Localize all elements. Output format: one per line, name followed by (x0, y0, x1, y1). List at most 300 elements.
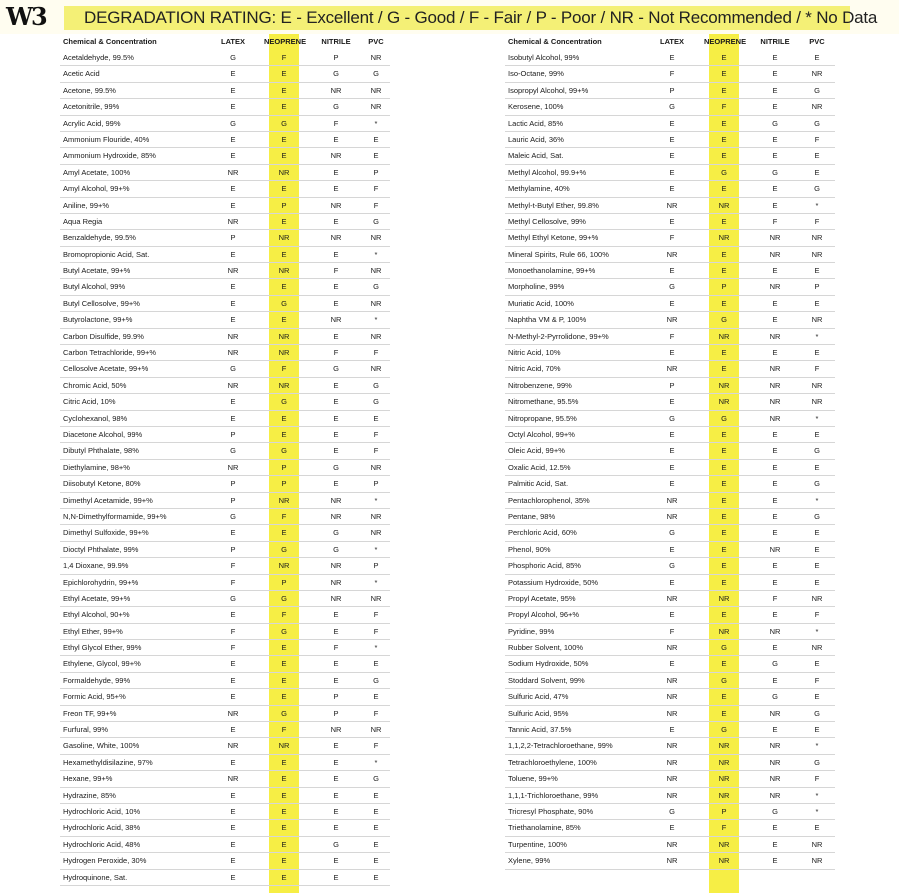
neoprene-rating: F (281, 364, 287, 374)
chemical-name: 1,1,2,2-Tetrachloroethane, 99% (508, 741, 613, 751)
chemical-name: 1,1,1-Trichloroethane, 99% (508, 790, 599, 800)
chemical-name: Nitric Acid, 10% (508, 348, 561, 358)
nitrile-rating: G (333, 544, 339, 554)
pvc-rating: P (814, 282, 820, 292)
chemical-name: Butyl Alcohol, 99% (63, 282, 126, 292)
nitrile-rating: E (333, 216, 339, 226)
latex-rating: E (230, 692, 236, 702)
chemical-name: Potassium Hydroxide, 50% (508, 577, 599, 587)
neoprene-rating: E (281, 151, 287, 161)
nitrile-rating: E (772, 610, 778, 620)
latex-rating: P (230, 429, 236, 439)
latex-rating: NR (227, 266, 239, 276)
table-row (505, 722, 835, 738)
latex-rating: NR (666, 643, 678, 653)
table-row (60, 722, 390, 738)
neoprene-rating: NR (278, 741, 290, 751)
table-row (505, 247, 835, 263)
pvc-rating: E (814, 544, 820, 554)
neoprene-rating: E (721, 511, 727, 521)
neoprene-rating: NR (278, 331, 290, 341)
table-row (60, 542, 390, 558)
chemical-name: Palmitic Acid, Sat. (508, 479, 569, 489)
chemical-name: Ethyl Ether, 99+% (63, 626, 123, 636)
latex-rating: P (230, 544, 236, 554)
neoprene-rating: E (721, 708, 727, 718)
neoprene-rating: NR (718, 626, 730, 636)
table-row (60, 607, 390, 623)
chemical-name: Dibutyl Phthalate, 98% (63, 446, 139, 456)
chemical-name: Pyridine, 99% (508, 626, 555, 636)
neoprene-rating: E (281, 856, 287, 866)
pvc-rating: F (814, 675, 820, 685)
pvc-rating: E (373, 134, 379, 144)
pvc-rating: F (373, 200, 379, 210)
degradation-rating-legend: DEGRADATION RATING: E - Excellent / G - Good / F - Fair / P - Poor / NR - Not Recommended / * No Data (84, 8, 878, 27)
chemical-name: Diisobutyl Ketone, 80% (63, 479, 141, 489)
nitrile-rating: E (333, 806, 339, 816)
chemical-name: Acetaldehyde, 99.5% (63, 53, 134, 62)
nitrile-rating: E (772, 528, 778, 538)
chemical-name: Gasoline, White, 100% (63, 741, 140, 751)
chemical-name: Tricresyl Phosphate, 90% (508, 806, 594, 816)
pvc-rating: F (373, 708, 379, 718)
latex-rating: E (230, 413, 236, 423)
table-row (505, 656, 835, 672)
pvc-rating: F (373, 348, 379, 358)
neoprene-rating: NR (278, 561, 290, 571)
table-row (60, 689, 390, 705)
nitrile-rating: E (333, 757, 339, 767)
nitrile-rating: E (772, 200, 778, 210)
latex-rating: P (230, 479, 236, 489)
neoprene-rating: E (281, 69, 287, 79)
nitrile-rating: NR (769, 233, 781, 243)
pvc-rating: NR (370, 53, 382, 62)
neoprene-rating: E (721, 134, 727, 144)
nitrile-rating: NR (330, 85, 342, 95)
table-row (60, 165, 390, 181)
nitrile-rating: NR (330, 315, 342, 325)
table-row (505, 99, 835, 115)
nitrile-rating: E (333, 282, 339, 292)
chemical-name: Methyl Cellosolve, 99% (508, 216, 586, 226)
chemical-name: Formaldehyde, 99% (63, 675, 131, 685)
pvc-rating: E (814, 429, 820, 439)
neoprene-rating: G (281, 397, 287, 407)
latex-rating: G (230, 511, 236, 521)
table-row (505, 214, 835, 230)
chemical-name: Freon TF, 99+% (63, 708, 117, 718)
latex-rating: P (669, 85, 675, 95)
neoprene-rating: E (281, 528, 287, 538)
pvc-rating: G (373, 397, 379, 407)
nitrile-rating: NR (769, 708, 781, 718)
pvc-rating: NR (370, 528, 382, 538)
chemical-name: Carbon Disulfide, 99.9% (63, 331, 144, 341)
neoprene-rating: E (721, 249, 727, 259)
table-row (505, 361, 835, 377)
chemical-name: Methyl Ethyl Ketone, 99+% (508, 233, 599, 243)
latex-rating: NR (227, 462, 239, 472)
pvc-rating: NR (811, 249, 823, 259)
table-row (505, 575, 835, 591)
table-body (505, 50, 835, 870)
nitrile-rating: E (772, 446, 778, 456)
pvc-rating: * (815, 413, 819, 423)
table-row (60, 83, 390, 99)
table-row (60, 640, 390, 656)
neoprene-rating: E (721, 429, 727, 439)
neoprene-rating: E (281, 216, 287, 226)
pvc-rating: NR (811, 856, 823, 866)
table-row (60, 460, 390, 476)
latex-rating: E (669, 397, 675, 407)
neoprene-rating: G (281, 593, 287, 603)
pvc-rating: E (814, 725, 820, 735)
chemical-name: Dimethyl Acetamide, 99+% (63, 495, 153, 505)
chemical-name: Diethylamine, 98+% (63, 462, 130, 472)
table-row (60, 198, 390, 214)
latex-rating: NR (666, 200, 678, 210)
latex-rating: F (669, 626, 675, 636)
chemical-name: Lauric Acid, 36% (508, 134, 564, 144)
nitrile-rating: G (333, 364, 339, 374)
pvc-rating: NR (370, 266, 382, 276)
pvc-rating: * (815, 331, 819, 341)
chemical-name: Chromic Acid, 50% (63, 380, 127, 390)
chemical-name: Hydrochloric Acid, 48% (63, 839, 141, 849)
table-row (505, 509, 835, 525)
nitrile-rating: E (772, 823, 778, 833)
latex-rating: E (230, 675, 236, 685)
chemical-name: Hexamethyldisilazine, 97% (63, 757, 153, 767)
nitrile-rating: G (333, 462, 339, 472)
chemical-name: Citric Acid, 10% (63, 397, 116, 407)
pvc-rating: G (814, 708, 820, 718)
pvc-rating: NR (811, 643, 823, 653)
chemical-name: Methyl-t-Butyl Ether, 99.8% (508, 200, 599, 210)
table-row (505, 673, 835, 689)
neoprene-rating: G (721, 413, 727, 423)
neoprene-rating: F (721, 823, 727, 833)
table-row (505, 755, 835, 771)
brand-logo: W3 (6, 2, 46, 31)
nitrile-rating: NR (769, 774, 781, 784)
pvc-rating: E (814, 53, 820, 62)
pvc-rating: * (374, 544, 378, 554)
chemical-name: Cellosolve Acetate, 99+% (63, 364, 149, 374)
table-row (60, 509, 390, 525)
table-row (505, 443, 835, 459)
chemical-name: Hydroquinone, Sat. (63, 872, 128, 882)
table-row (505, 624, 835, 640)
nitrile-rating: E (333, 397, 339, 407)
pvc-rating: NR (370, 102, 382, 112)
chemical-name: Acetone, 99.5% (63, 85, 116, 95)
nitrile-rating: F (333, 643, 339, 653)
table-row (505, 460, 835, 476)
table-row (505, 230, 835, 246)
table-row (60, 181, 390, 197)
neoprene-rating: E (721, 53, 727, 62)
neoprene-rating: NR (718, 839, 730, 849)
chemical-name: Ethyl Glycol Ether, 99% (63, 643, 142, 653)
latex-rating: E (669, 184, 675, 194)
latex-rating: NR (666, 757, 678, 767)
chemical-name: Hydrazine, 85% (63, 790, 116, 800)
latex-rating: E (669, 266, 675, 276)
latex-rating: NR (666, 593, 678, 603)
table-row (60, 312, 390, 328)
latex-rating: NR (666, 708, 678, 718)
neoprene-rating: NR (718, 741, 730, 751)
table-row (60, 673, 390, 689)
table-row (505, 706, 835, 722)
latex-rating: E (230, 839, 236, 849)
latex-rating: E (669, 610, 675, 620)
chemical-name: Isopropyl Alcohol, 99+% (508, 85, 589, 95)
pvc-rating: NR (370, 593, 382, 603)
nitrile-rating: E (333, 446, 339, 456)
pvc-rating: * (374, 577, 378, 587)
nitrile-rating: NR (769, 331, 781, 341)
nitrile-rating: E (772, 151, 778, 161)
table-row (505, 788, 835, 804)
nitrile-rating: E (333, 790, 339, 800)
latex-rating: G (230, 593, 236, 603)
table-row (60, 50, 390, 66)
table-row (60, 738, 390, 754)
nitrile-rating: G (772, 118, 778, 128)
table-row (505, 525, 835, 541)
chemical-name: Benzaldehyde, 99.5% (63, 233, 136, 243)
neoprene-rating: F (281, 53, 287, 62)
pvc-rating: * (815, 806, 819, 816)
chemical-name: N-Methyl-2-Pyrrolidone, 99+% (508, 331, 609, 341)
chemical-name: Octyl Alcohol, 99+% (508, 429, 575, 439)
table-row (60, 837, 390, 853)
pvc-rating: G (814, 85, 820, 95)
pvc-rating: E (814, 167, 820, 177)
nitrile-rating: NR (330, 593, 342, 603)
neoprene-rating: E (281, 282, 287, 292)
pvc-rating: F (373, 446, 379, 456)
chemical-name: Methyl Alcohol, 99.9+% (508, 167, 587, 177)
header-latex: LATEX (659, 37, 685, 46)
nitrile-rating: E (772, 429, 778, 439)
chemical-name: Lactic Acid, 85% (508, 118, 564, 128)
neoprene-rating: E (721, 495, 727, 505)
chemical-name: Oleic Acid, 99+% (508, 446, 565, 456)
pvc-rating: F (373, 626, 379, 636)
nitrile-rating: NR (769, 544, 781, 554)
table-row (60, 427, 390, 443)
header-nitrile: NITRILE (760, 37, 790, 46)
latex-rating: G (230, 446, 236, 456)
nitrile-rating: G (333, 69, 339, 79)
pvc-rating: * (815, 200, 819, 210)
neoprene-rating: E (721, 544, 727, 554)
latex-rating: E (669, 429, 675, 439)
neoprene-rating: NR (718, 397, 730, 407)
table-row (60, 443, 390, 459)
pvc-rating: F (373, 741, 379, 751)
chemical-name: Tetrachloroethylene, 100% (508, 757, 597, 767)
nitrile-rating: NR (330, 495, 342, 505)
pvc-rating: NR (370, 298, 382, 308)
latex-rating: E (669, 725, 675, 735)
table-row (60, 279, 390, 295)
latex-rating: E (230, 528, 236, 538)
table-row (505, 427, 835, 443)
nitrile-rating: E (333, 872, 339, 882)
pvc-rating: E (373, 823, 379, 833)
latex-rating: F (669, 331, 675, 341)
table-body (60, 50, 390, 886)
chemical-name: Hydrochloric Acid, 10% (63, 806, 141, 816)
latex-rating: E (230, 610, 236, 620)
pvc-rating: G (814, 184, 820, 194)
neoprene-rating: E (721, 528, 727, 538)
chemical-name: Butyl Acetate, 99+% (63, 266, 131, 276)
nitrile-rating: E (333, 659, 339, 669)
pvc-rating: F (373, 429, 379, 439)
nitrile-rating: E (333, 479, 339, 489)
pvc-rating: E (814, 348, 820, 358)
table-row (60, 99, 390, 115)
pvc-rating: NR (811, 102, 823, 112)
neoprene-rating: P (281, 479, 287, 489)
neoprene-rating: G (721, 167, 727, 177)
neoprene-rating: E (721, 479, 727, 489)
chemical-name: Bromopropionic Acid, Sat. (63, 249, 150, 259)
pvc-rating: G (373, 774, 379, 784)
table-row (60, 870, 390, 886)
latex-rating: NR (227, 331, 239, 341)
pvc-rating: * (815, 741, 819, 751)
chemical-name: Maleic Acid, Sat. (508, 151, 564, 161)
chemical-name: Butyrolactone, 99+% (63, 315, 133, 325)
neoprene-rating: NR (278, 380, 290, 390)
table-row (505, 771, 835, 787)
chemical-name: Sodium Hydroxide, 50% (508, 659, 589, 669)
table-row (505, 148, 835, 164)
latex-rating: NR (666, 839, 678, 849)
chemical-name: Oxalic Acid, 12.5% (508, 462, 571, 472)
chemical-name: Amyl Alcohol, 99+% (63, 184, 130, 194)
table-row (60, 394, 390, 410)
chemical-name: Dimethyl Sulfoxide, 99+% (63, 528, 149, 538)
neoprene-rating: E (281, 839, 287, 849)
neoprene-rating: E (281, 315, 287, 325)
latex-rating: G (669, 806, 675, 816)
neoprene-rating: G (721, 675, 727, 685)
neoprene-rating: G (281, 446, 287, 456)
chemical-name: Nitrobenzene, 99% (508, 380, 572, 390)
latex-rating: NR (666, 249, 678, 259)
neoprene-rating: NR (718, 856, 730, 866)
table-row (505, 820, 835, 836)
table-row (505, 591, 835, 607)
neoprene-rating: P (281, 462, 287, 472)
pvc-rating: NR (811, 380, 823, 390)
table-row (60, 329, 390, 345)
pvc-rating: NR (811, 315, 823, 325)
latex-rating: NR (227, 348, 239, 358)
neoprene-rating: NR (718, 200, 730, 210)
pvc-rating: * (815, 495, 819, 505)
chemical-name: Formic Acid, 95+% (63, 692, 126, 702)
pvc-rating: NR (811, 233, 823, 243)
chemical-name: Mineral Spirits, Rule 66, 100% (508, 249, 609, 259)
pvc-rating: P (373, 479, 379, 489)
latex-rating: E (230, 298, 236, 308)
neoprene-rating: F (281, 610, 287, 620)
neoprene-rating: E (281, 692, 287, 702)
neoprene-rating: E (281, 806, 287, 816)
chemical-name: Hydrochloric Acid, 38% (63, 823, 141, 833)
table-row (60, 411, 390, 427)
pvc-rating: NR (370, 462, 382, 472)
neoprene-rating: E (721, 577, 727, 587)
chemical-name: Phenol, 90% (508, 544, 551, 554)
nitrile-rating: E (772, 479, 778, 489)
table-row (505, 542, 835, 558)
pvc-rating: G (814, 446, 820, 456)
table-row (505, 279, 835, 295)
neoprene-rating: NR (718, 774, 730, 784)
pvc-rating: * (374, 757, 378, 767)
table-row (60, 116, 390, 132)
nitrile-rating: F (333, 348, 339, 358)
table-row (505, 165, 835, 181)
neoprene-rating: F (281, 511, 287, 521)
latex-rating: G (669, 561, 675, 571)
table-row (505, 394, 835, 410)
latex-rating: E (669, 118, 675, 128)
latex-rating: E (230, 823, 236, 833)
chemical-name: Sulfuric Acid, 47% (508, 692, 569, 702)
neoprene-rating: G (721, 725, 727, 735)
header-pvc: PVC (368, 37, 384, 46)
neoprene-rating: E (281, 790, 287, 800)
pvc-rating: E (814, 577, 820, 587)
nitrile-rating: G (772, 692, 778, 702)
chemical-name: Ethyl Alcohol, 90+% (63, 610, 130, 620)
chemical-name: Iso-Octane, 99% (508, 69, 564, 79)
nitrile-rating: E (772, 725, 778, 735)
chemical-name: Acrylic Acid, 99% (63, 118, 121, 128)
nitrile-rating: NR (330, 577, 342, 587)
header-neoprene: NEOPRENE (704, 37, 747, 46)
latex-rating: G (669, 282, 675, 292)
latex-rating: E (230, 282, 236, 292)
pvc-rating: E (814, 151, 820, 161)
nitrile-rating: E (333, 626, 339, 636)
chemical-name: Acetonitrile, 99% (63, 102, 120, 112)
chemical-name: Amyl Acetate, 100% (63, 167, 131, 177)
chemical-name: Hexane, 99+% (63, 774, 113, 784)
nitrile-rating: E (772, 675, 778, 685)
chemical-name: Methylamine, 40% (508, 184, 570, 194)
chemical-name: Isobutyl Alcohol, 99% (508, 53, 580, 62)
latex-rating: E (230, 249, 236, 259)
nitrile-rating: E (333, 741, 339, 751)
nitrile-rating: E (333, 429, 339, 439)
pvc-rating: G (373, 282, 379, 292)
neoprene-rating: G (281, 118, 287, 128)
